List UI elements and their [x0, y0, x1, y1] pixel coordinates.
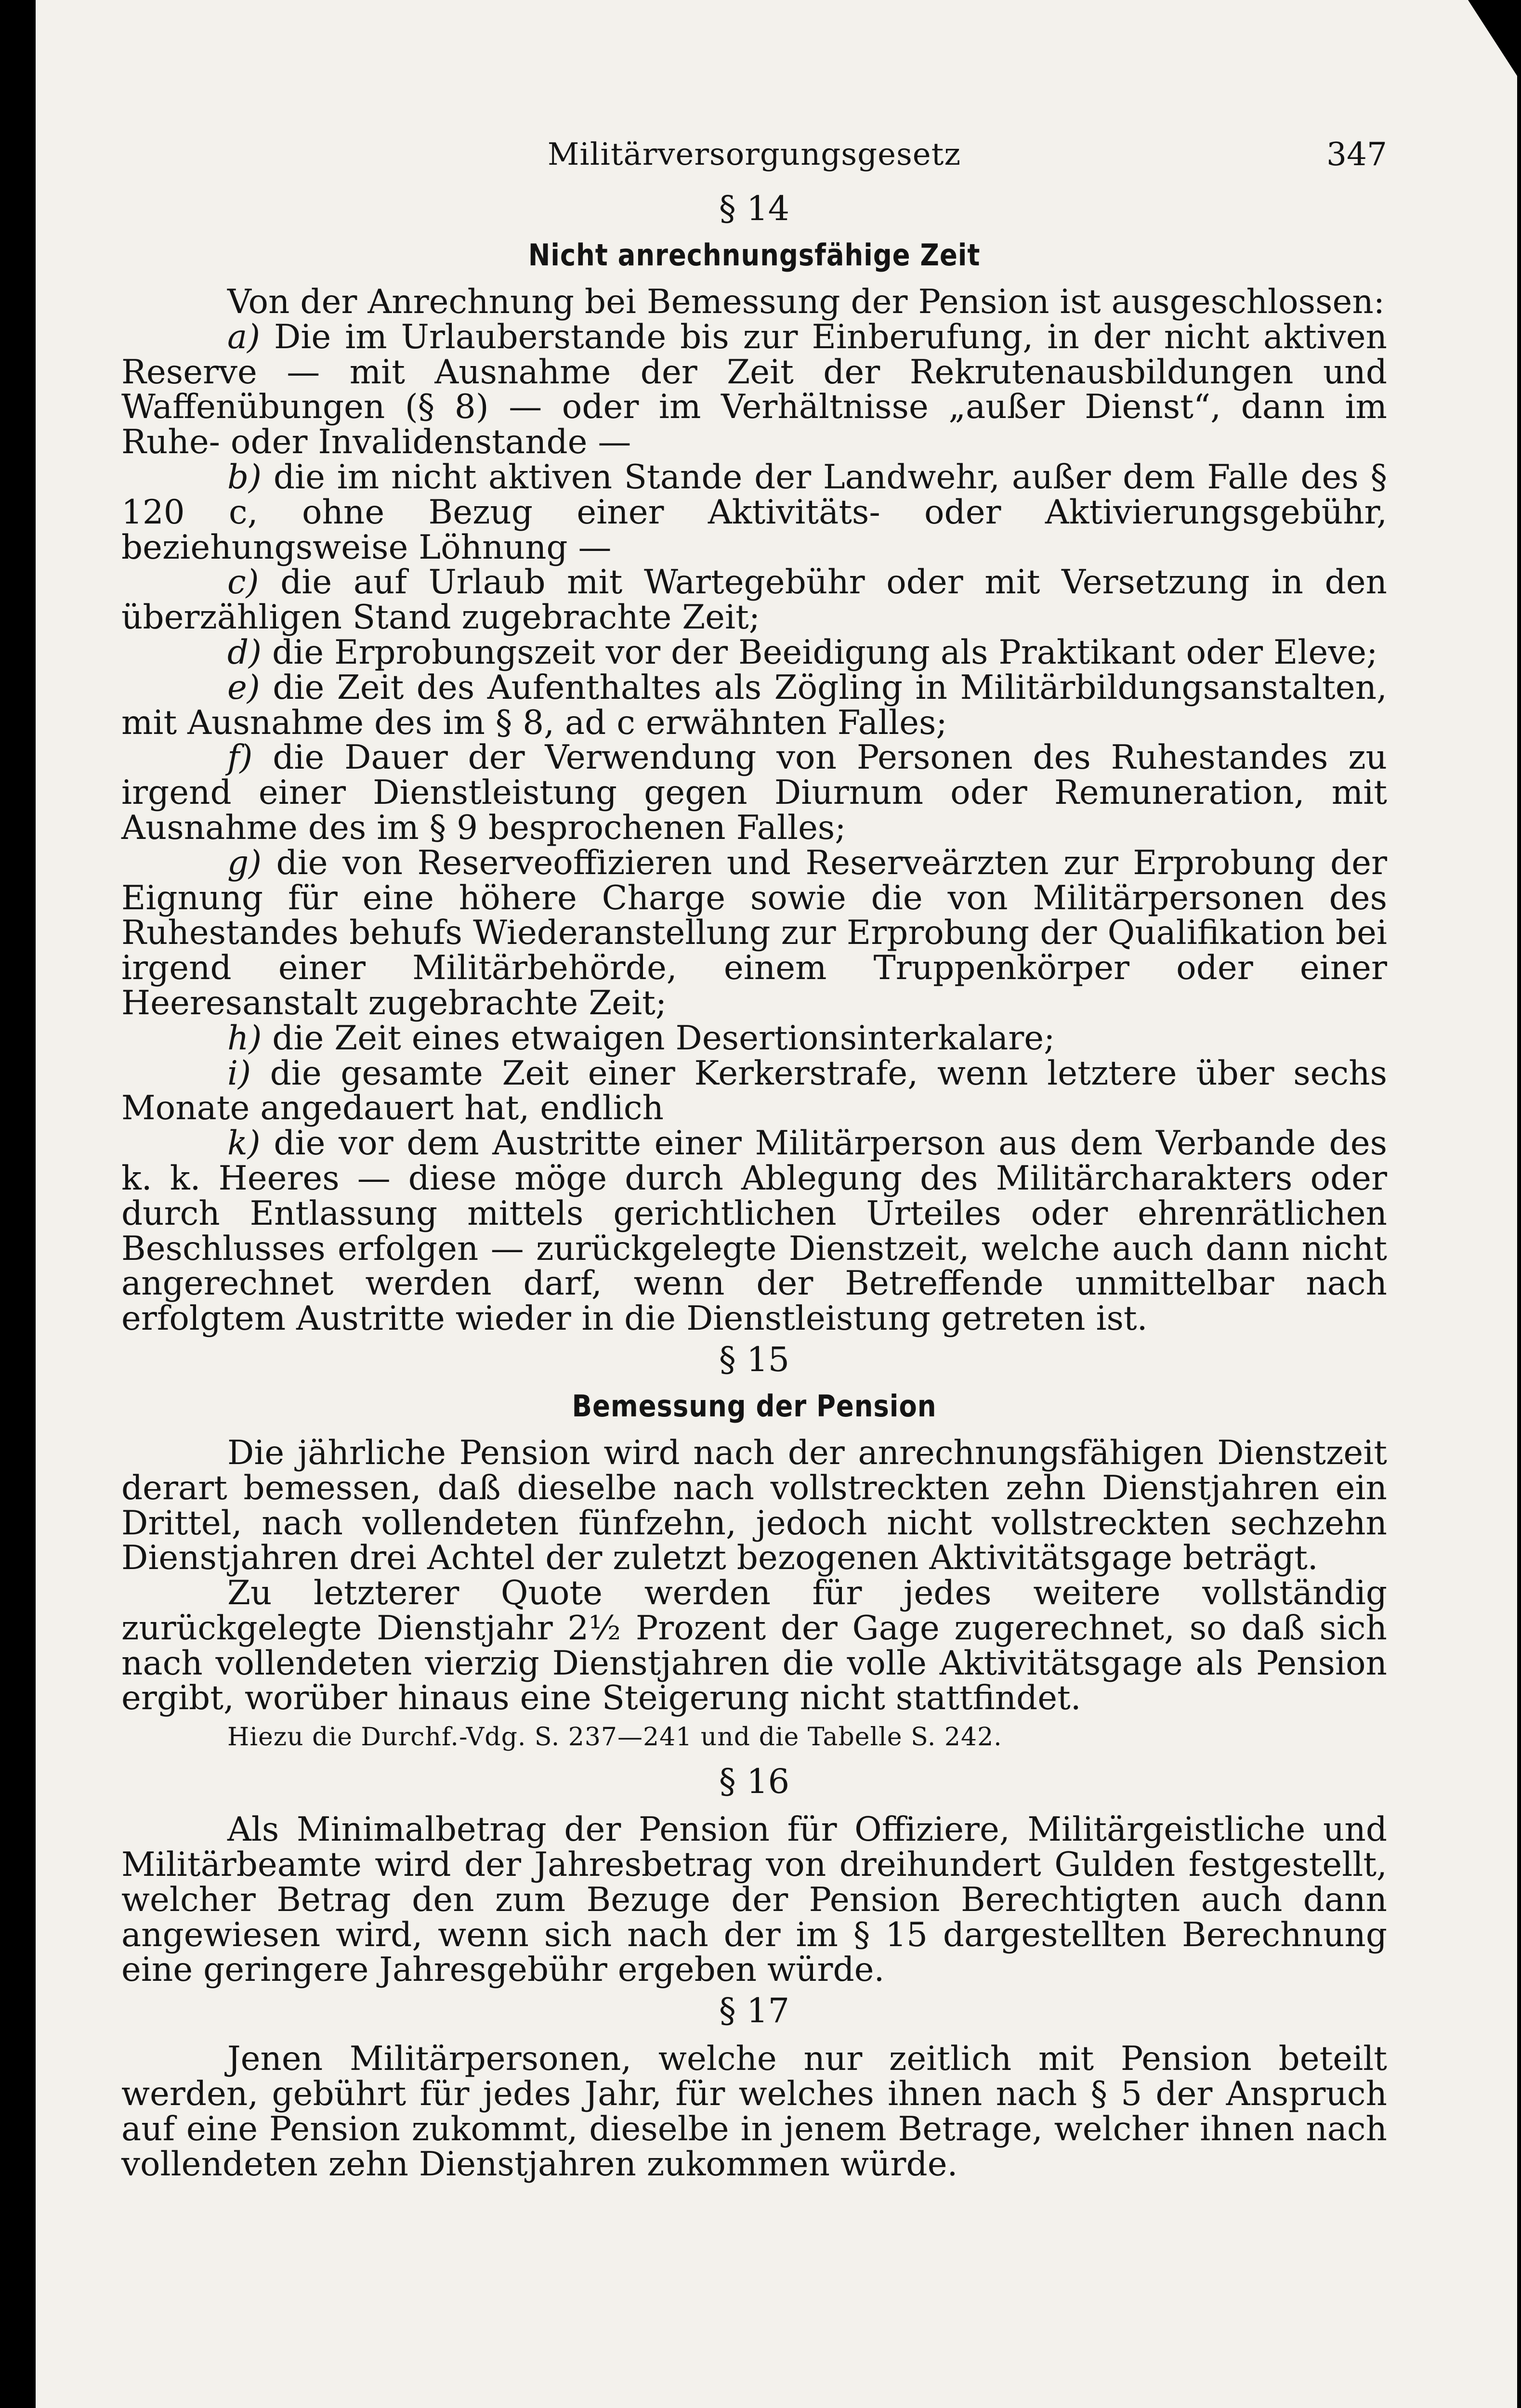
- item-text: die von Reserveoffizieren und Reserveärzten zur Erprobung der Eignung für eine höhere Charge sowie die von Militärpersonen des Ruhestandes behufs Wiederanstellung zur Erprobung der Qualifikation bei irgend einer Militärbehörde, einem Truppenkörper oder einer Heeresanstalt zugebrachte Zeit;: [121, 843, 1388, 1022]
- section-intro: Von der Anrechnung bei Bemessung der Pension ist ausgeschlossen:: [227, 283, 1385, 321]
- item-marker: d): [227, 633, 262, 672]
- folded-corner: [1468, 0, 1521, 82]
- list-item: [121, 460, 1387, 565]
- item-text: Die im Urlauberstande bis zur Einberufung, in der nicht aktiven Reserve — mit Ausnahme der Zeit der Rekrutenausbildungen und Waffenübungen (§ 8) — oder im Verhältnisse „außer Dienst“, dann im Ruhe- oder Invalidenstande —: [121, 317, 1387, 462]
- list-item: [121, 740, 1387, 845]
- item-marker: h): [227, 1019, 262, 1058]
- item-marker: e): [227, 668, 260, 707]
- paragraph: Als Minimalbetrag der Pension für Offiziere, Militärgeistliche und Militärbeamte wird der Jahresbetrag von dreihundert Gulden festgestellt, welcher Betrag den zum Bezuge der Pension Berechtigten auch dann angewiesen wird, wenn sich nach der im § 15 dargestellten Berechnung eine geringere Jahresgebühr ergeben würde.: [121, 1810, 1387, 1989]
- list-item: [121, 1126, 1387, 1336]
- section-heading: Nicht anrechnungsfähige Zeit: [528, 237, 981, 273]
- item-marker: k): [227, 1124, 261, 1163]
- item-text: die gesamte Zeit einer Kerkerstrafe, wenn letztere über sechs Monate angedauert hat, endlich: [121, 1054, 1388, 1128]
- section-number: § 14: [719, 189, 790, 228]
- item-text: die Zeit eines etwaigen Desertionsinterkalare;: [272, 1019, 1055, 1058]
- list-item: [121, 1056, 1387, 1126]
- paragraph: Zu letzterer Quote werden für jedes weitere vollständig zurückgelegte Dienstjahr 2½ Prozent der Gage zugerechnet, so daß sich nach vollendeten vierzig Dienstjahren die volle Aktivitätsgage als Pension ergibt, worüber hinaus eine Steigerung nicht stattfindet.: [121, 1574, 1387, 1718]
- item-marker: g): [227, 843, 262, 882]
- item-text: die Zeit des Aufenthaltes als Zögling in Militärbildungsanstalten, mit Ausnahme des im § 8, ad c erwähnten Falles;: [121, 668, 1387, 742]
- section-17: [121, 1991, 1387, 2182]
- item-text: die im nicht aktiven Stande der Landwehr, außer dem Falle des § 120 c, ohne Bezug einer Aktivitäts- oder Aktivierungsgebühr, beziehungsweise Löhnung —: [121, 458, 1388, 567]
- running-header: [121, 137, 1387, 176]
- section-14: [121, 189, 1387, 1336]
- item-marker: c): [227, 563, 259, 602]
- item-text: die Dauer der Verwendung von Personen des Ruhestandes zu irgend einer Dienstleistung gegen Diurnum oder Remuneration, mit Ausnahme des im § 9 besprochenen Falles;: [121, 738, 1387, 847]
- item-marker: b): [227, 458, 262, 497]
- item-text: die auf Urlaub mit Wartegebühr oder mit Versetzung in den überzähligen Stand zugebrachte Zeit;: [121, 563, 1387, 637]
- list-item: [121, 565, 1387, 635]
- paragraph: Jenen Militärpersonen, welche nur zeitlich mit Pension beteilt werden, gebührt für jedes Jahr, für welches ihnen nach § 5 der Anspruch auf eine Pension zukommt, dieselbe in jenem Betrage, welcher ihnen nach vollendeten zehn Dienstjahren zukommen würde.: [121, 2040, 1387, 2184]
- page-number: 347: [1326, 136, 1387, 173]
- page-content: [121, 137, 1387, 2182]
- section-16: [121, 1762, 1387, 1988]
- item-marker: f): [227, 738, 253, 777]
- item-marker: a): [227, 317, 261, 356]
- paragraph: Die jährliche Pension wird nach der anrechnungsfähigen Dienstzeit derart bemessen, daß dieselbe nach vollstreckten zehn Dienstjahren ein Drittel, nach vollendeten fünfzehn, jedoch nicht vollstreckten sechzehn Dienstjahren drei Achtel der zuletzt bezogenen Aktivitätsgage beträgt.: [121, 1433, 1387, 1578]
- scan-edge-right: [1517, 0, 1521, 2408]
- running-title: Militärversorgungsgesetz: [547, 137, 961, 172]
- list-item: [121, 635, 1387, 670]
- item-text: die vor dem Austritte einer Militärperson aus dem Verbande des k. k. Heeres — diese möge durch Ablegung des Militärcharakters oder durch Entlassung mittels gerichtlichen Urteiles oder ehrenrätlichen Beschlusses erfolgen — zurückgelegte Dienstzeit, welche auch dann nicht angerechnet werden darf, wenn der Betreffende unmittelbar nach erfolgtem Austritte wieder in die Dienstleistung getreten ist.: [121, 1124, 1387, 1338]
- list-item: [121, 317, 1387, 462]
- item-marker: i): [227, 1054, 251, 1093]
- section-number: § 15: [719, 1339, 790, 1379]
- list-item: [121, 1021, 1387, 1056]
- item-text: die Erprobungszeit vor der Beeidigung als Praktikant oder Eleve;: [272, 633, 1378, 672]
- list-item: [121, 843, 1388, 1022]
- section-heading: Bemessung der Pension: [572, 1388, 937, 1424]
- list-item: [121, 670, 1387, 741]
- section-15: [121, 1340, 1387, 1754]
- section-number: § 17: [719, 1991, 790, 2031]
- footnote-reference: Hiezu die Durchf.-Vdg. S. 237—241 und die Tabelle S. 242.: [227, 1723, 1002, 1752]
- section-number: § 16: [719, 1762, 790, 1802]
- scan-edge-left: [0, 0, 36, 2408]
